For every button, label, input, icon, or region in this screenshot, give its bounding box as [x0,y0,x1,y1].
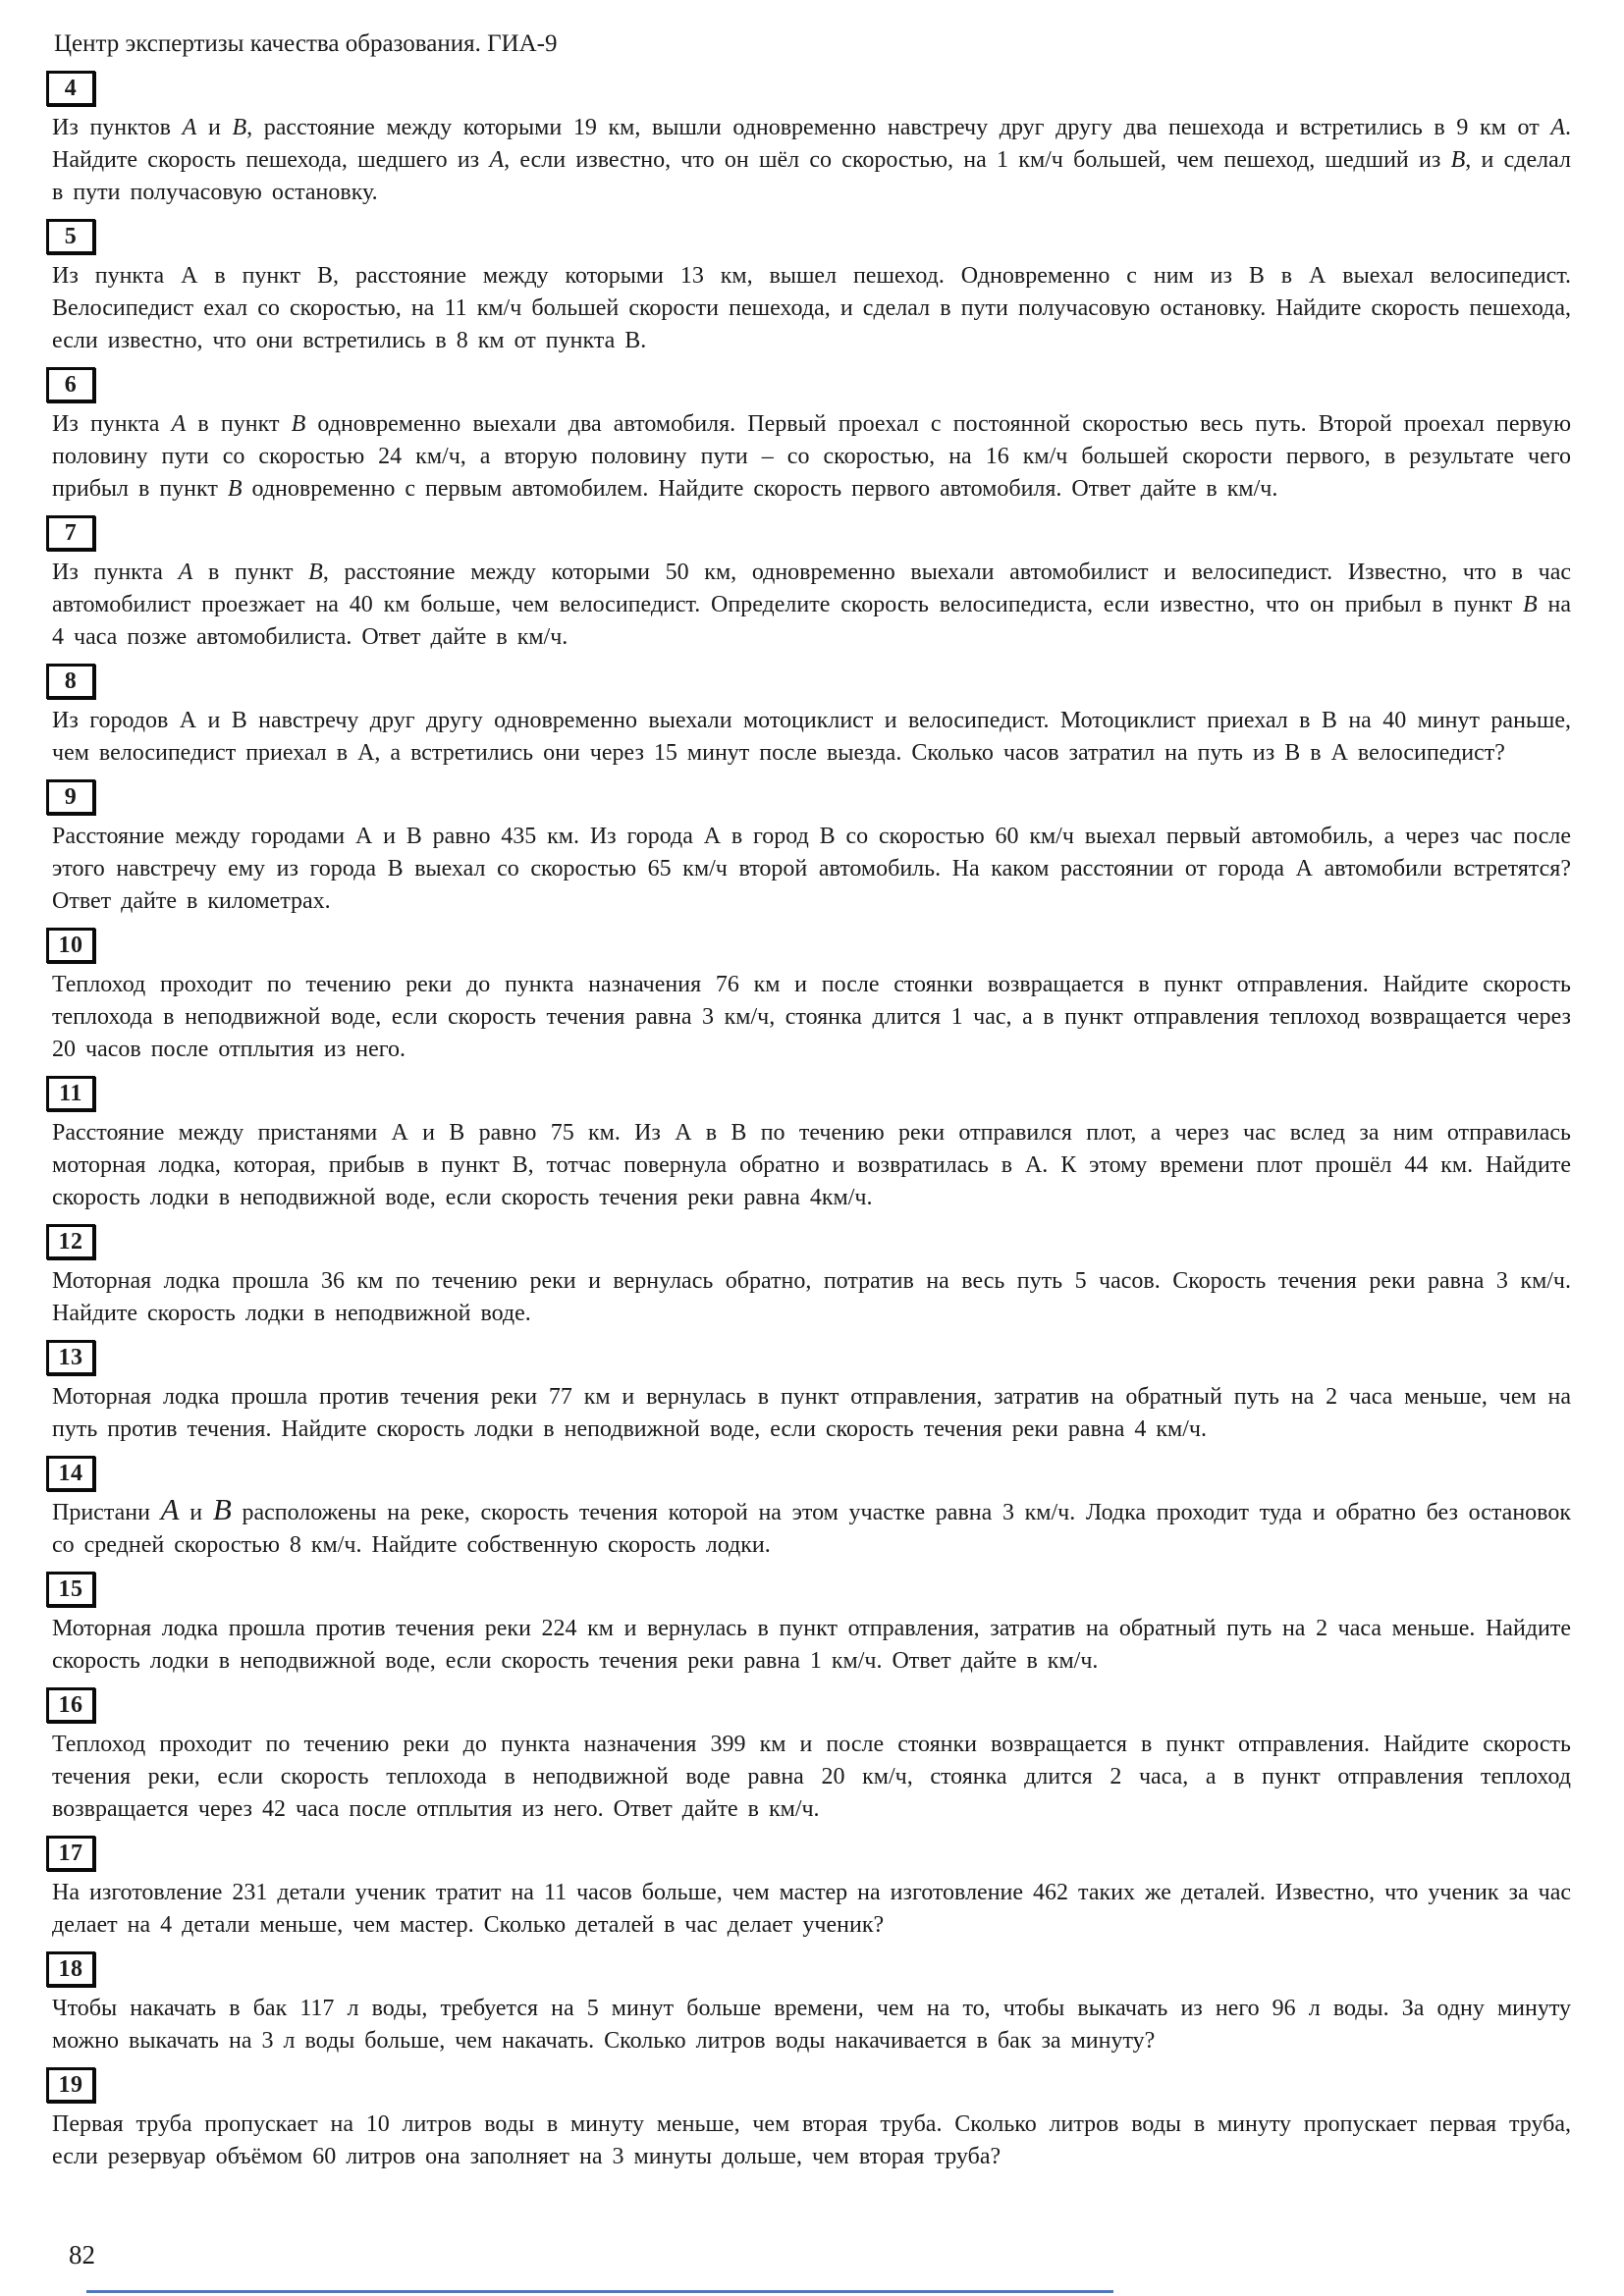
problem-text: Из пункта A в пункт B, расстояние между которыми 50 км, одновременно выехали автомобилист и велосипедист. Известно, что в час автомобилист проезжает на 40 км больше, чем велосипедист. Определите скорость велосипедиста, если известно, что он прибыл в пункт B на 4 часа позже автомобилиста. Ответ дайте в км/ч. [52,560,1572,650]
math-letter: A [1550,115,1566,140]
problem-number: 11 [59,1080,82,1106]
math-letter: A [489,147,505,173]
problem-text: Из пункта A в пункт B одновременно выехали два автомобиля. Первый проехал с постоянной скоростью весь путь. Второй проехал первую половину пути со скоростью 24 км/ч, а вторую половину пути – со скоростью, на 16 км/ч большей скорости первого, в результате чего прибыл в пункт B одновременно с первым автомобилем. Найдите скорость первого автомобиля. Ответ дайте в км/ч. [52,411,1571,502]
problem-text: Чтобы накачать в бак 117 л воды, требуется на 5 минут больше времени, чем на то, чтобы выкачать из него 96 л воды. За одну минуту можно выкачать на 3 л воды больше, чем накачать. Сколько литров воды накачивается в бак за минуту? [52,1996,1571,2054]
problem-block [52,515,1571,654]
problem-number: 12 [58,1228,83,1255]
problem-number: 10 [58,932,83,958]
math-letter: B [232,115,247,140]
problem-number: 14 [58,1460,83,1486]
math-letter: B [308,560,323,585]
problem-block [52,2067,1571,2173]
problem-text: Моторная лодка прошла 36 км по течению реки и вернулась обратно, потратив на весь путь 5 часов. Скорость течения реки равна 3 км/ч. Найдите скорость лодки в неподвижной воде. [52,1268,1571,1326]
problem-text: Моторная лодка прошла против течения реки 77 км и вернулась в пункт отправления, затратив на обратный путь на 2 часа меньше, чем на путь против течения. Найдите скорость лодки в неподвижной воде, если скорость течения реки равна 4 км/ч. [52,1384,1571,1442]
problem-number-box [46,1456,95,1491]
problem-number: 8 [64,667,78,694]
problem-number: 7 [64,519,78,546]
problems-list [52,71,1571,2173]
problem-number-box [46,1572,95,1607]
problem-block [52,1951,1571,2057]
problem-number: 4 [64,75,78,101]
problem-block [52,1687,1571,1826]
problem-number: 6 [64,371,78,398]
problem-number: 9 [64,783,78,810]
problem-number: 13 [58,1344,83,1370]
problem-block [52,928,1571,1066]
problem-number: 19 [58,2071,83,2098]
problem-text: Из пункта А в пункт В, расстояние между которыми 13 км, вышел пешеход. Одновременно с ним из В в А выехал велосипедист. Велосипедист ехал со скоростью, на 11 км/ч большей скорости пешехода, и сделал в пути получасовую остановку. Найдите скорость пешехода, если известно, что они встретились в 8 км от пункта В. [52,263,1571,353]
math-letter: A [160,1492,180,1526]
problem-block [52,1572,1571,1678]
problem-number-box [46,1340,95,1375]
problem-block [52,779,1571,918]
problem-number: 5 [64,223,78,249]
problem-text: Из городов А и В навстречу друг другу одновременно выехали мотоциклист и велосипедист. Мотоциклист приехал в В на 40 минут раньше, чем велосипедист приехал в А, а встретились они через 15 минут после выезда. Сколько часов затратил на путь из В в А велосипедист? [52,708,1571,766]
problem-number-box [46,515,95,551]
problem-text: Из пунктов A и B, расстояние между которыми 19 км, вышли одновременно навстречу друг другу два пешехода и встретились в 9 км от A. Найдите скорость пешехода, шедшего из A, если известно, что он шёл со скоростью, на 1 км/ч большей, чем пешеход, шедший из B, и сделал в пути получасовую остановку. [52,115,1572,205]
problem-number: 15 [58,1575,83,1602]
problem-block [52,219,1571,357]
math-letter: A [178,560,193,585]
problem-text: Расстояние между городами А и В равно 435 км. Из города А в город В со скоростью 60 км/ч выехал первый автомобиль, а через час после этого навстречу ему из города В выехал со скоростью 65 км/ч второй автомобиль. На каком расстоянии от города А автомобили встретятся? Ответ дайте в километрах. [52,824,1571,914]
math-letter: B [1450,147,1466,173]
problem-number-box [46,664,95,699]
problem-number-box [46,1836,95,1871]
problem-block [52,1224,1571,1330]
problem-number-box [46,1076,95,1111]
math-letter: A [171,411,187,437]
problem-number: 17 [58,1840,83,1866]
problem-number-box [46,1951,95,1987]
problem-text: Первая труба пропускает на 10 литров воды в минуту меньше, чем вторая труба. Сколько литров воды в минуту пропускает первая труба, если резервуар объёмом 60 литров она заполняет на 3 минуты дольше, чем вторая труба? [52,2111,1571,2169]
problem-text: Теплоход проходит по течению реки до пункта назначения 76 км и после стоянки возвращается в пункт отправления. Найдите скорость теплохода в неподвижной воде, если скорость течения равна 3 км/ч, стоянка длится 1 час, а в пункт отправления теплоход возвращается через 20 часов после отплытия из него. [52,972,1571,1062]
problem-block [52,1076,1571,1214]
page-number: 82 [69,2240,95,2269]
problem-text: На изготовление 231 детали ученик тратит на 11 часов больше, чем мастер на изготовление 462 таких же деталей. Известно, что ученик за час делает на 4 детали меньше, чем мастер. Сколько деталей в час делает ученик? [52,1880,1571,1938]
math-letter: B [227,476,243,502]
math-letter: B [1523,592,1538,617]
page-header-title: Центр экспертизы качества образования. ГИА-9 [54,30,558,57]
problem-block [52,71,1571,209]
problem-text: Теплоход проходит по течению реки до пункта назначения 399 км и после стоянки возвращается в пункт отправления. Найдите скорость течения реки, если скорость теплохода в неподвижной воде равна 20 км/ч, стоянка длится 2 часа, а в пункт отправления теплоход возвращается через 42 часа после отплытия из него. Ответ дайте в км/ч. [52,1732,1571,1822]
problem-number-box [46,1687,95,1723]
problem-number-box [46,779,95,815]
problem-block [52,664,1571,770]
problem-text: Пристани A и B расположены на реке, скорость течения которой на этом участке равна 3 км/ч. Лодка проходит туда и обратно без остановок со средней скоростью 8 км/ч. Найдите собственную скорость лодки. [52,1492,1572,1558]
problem-block [52,1836,1571,1942]
problem-number-box [46,1224,95,1259]
problem-block [52,1456,1571,1562]
problem-number: 18 [58,1955,83,1982]
problem-block [52,1340,1571,1446]
math-letter: A [182,115,197,140]
problem-number-box [46,219,95,254]
problem-block [52,367,1571,506]
problem-text: Расстояние между пристанями А и В равно 75 км. Из А в В по течению реки отправился плот, а через час вслед за ним отправилась моторная лодка, которая, прибыв в пункт В, тотчас повернула обратно и возвратилась в А. К этому времени плот прошёл 44 км. Найдите скорость лодки в неподвижной воде, если скорость течения реки равна 4км/ч. [52,1120,1571,1210]
footer-underline [86,2290,1113,2293]
problem-number-box [46,367,95,402]
problem-number-box [46,928,95,963]
math-letter: B [291,411,306,437]
problem-text: Моторная лодка прошла против течения реки 224 км и вернулась в пункт отправления, затратив на обратный путь на 2 часа меньше. Найдите скорость лодки в неподвижной воде, если скорость течения реки равна 1 км/ч. Ответ дайте в км/ч. [52,1616,1571,1674]
problem-number: 16 [58,1691,83,1718]
math-letter: B [212,1492,232,1526]
problem-number-box [46,71,95,106]
problem-number-box [46,2067,95,2103]
